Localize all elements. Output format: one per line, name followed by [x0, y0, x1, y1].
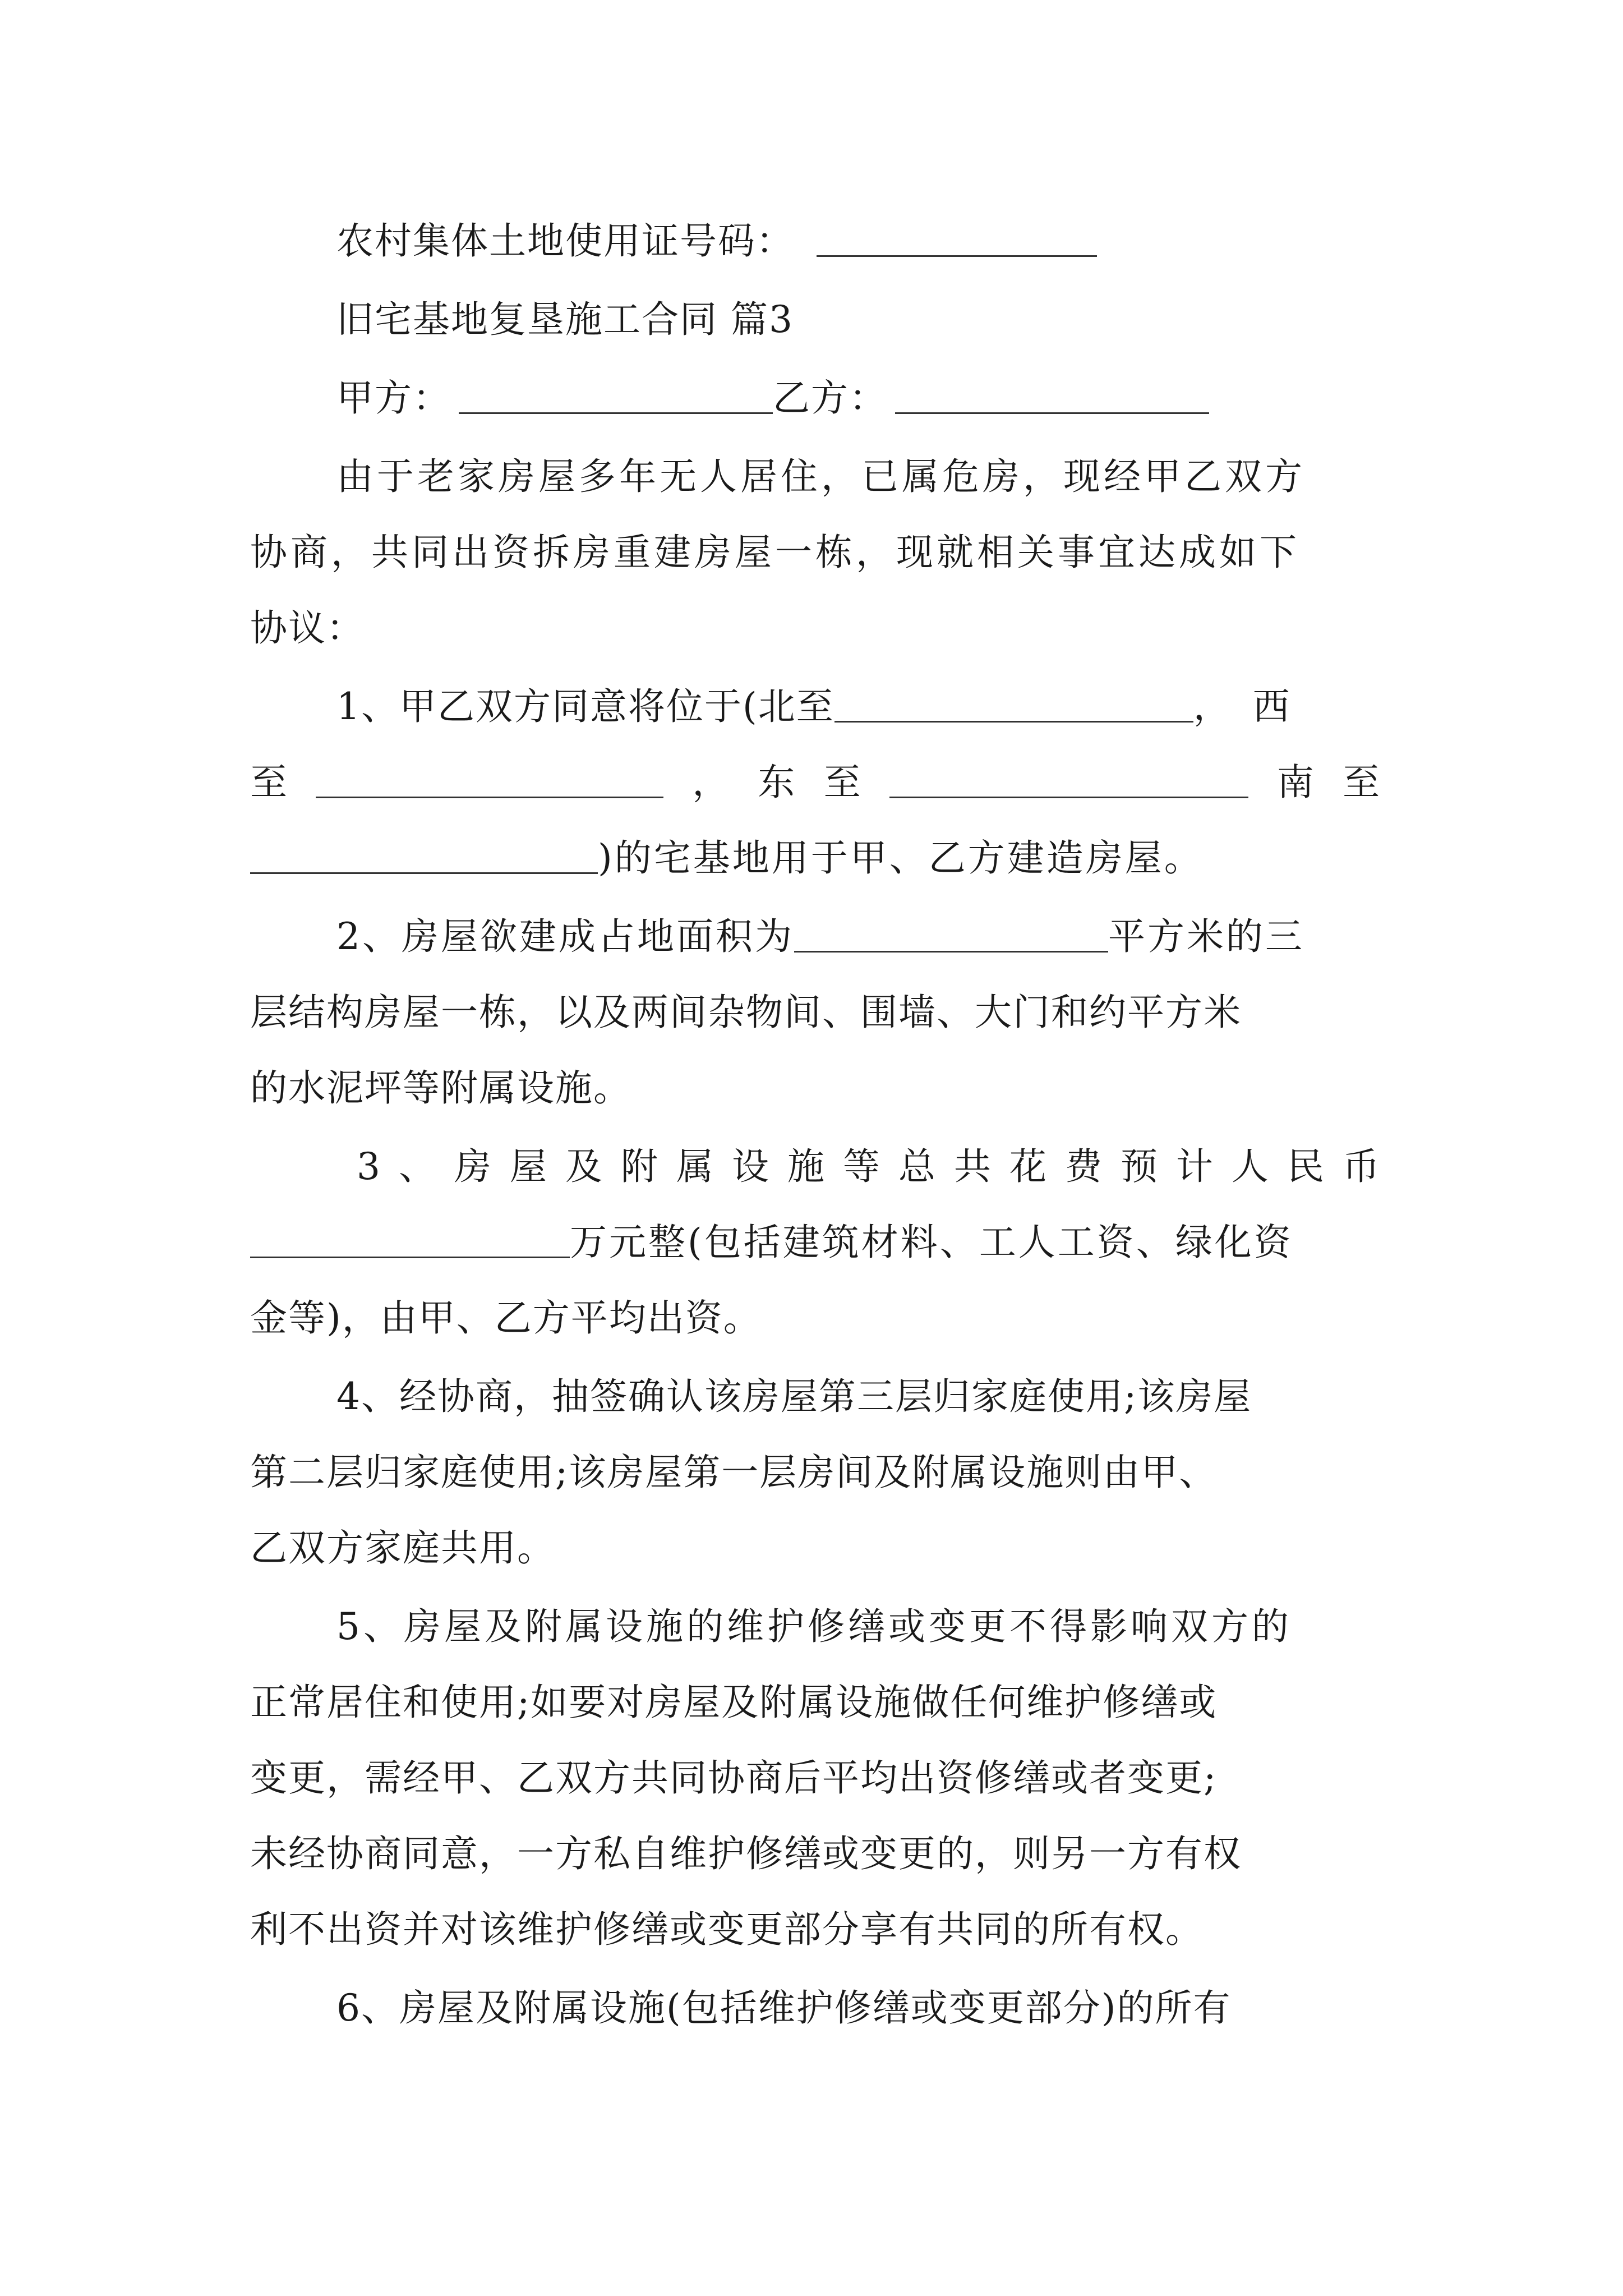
parties-line — [336, 376, 1209, 421]
clause-1-text-a: 1、甲乙双方同意将位于(北至 — [336, 685, 834, 728]
clause-3-char: 施 — [787, 1145, 824, 1188]
preamble-line-1: 由于老家房屋多年无人居住，已属危房，现经甲乙双方 — [336, 455, 1306, 498]
east-label-1: 东 — [758, 761, 795, 804]
south-label-2: 至 — [1342, 761, 1380, 804]
document-title: 旧宅基地复垦施工合同 篇3 — [336, 298, 794, 341]
clause-3-char: 币 — [1343, 1145, 1380, 1188]
party-b-blank — [895, 380, 1209, 414]
clause-5-line-3: 变更，需经甲、乙双方共同协商后平均出资修缮或者变更; — [250, 1756, 1218, 1800]
clause-3-char: 预 — [1121, 1145, 1158, 1188]
clause-5-line-5: 利不出资并对该维护修缮或变更部分享有共同的所有权。 — [250, 1908, 1204, 1951]
clause-3-char: 房 — [454, 1145, 491, 1188]
clause-3-char: 属 — [676, 1145, 713, 1188]
clause-1-text-c: )的宅基地用于甲、乙方建造房屋。 — [598, 836, 1204, 880]
clause-3-text-b: 万元整(包括建筑材料、工人工资、绿化资 — [570, 1221, 1293, 1264]
clause-3-line-2 — [250, 1220, 1293, 1265]
clause-1-line-3 — [250, 836, 1204, 881]
clause-4-line-2: 第二层归家庭使用;该房屋第一层房间及附属设施则由甲、 — [250, 1451, 1218, 1494]
clause-6-line-1: 6、房屋及附属设施(包括维护修缮或变更部分)的所有 — [336, 1986, 1232, 2030]
clause-3-char: 计 — [1176, 1145, 1213, 1188]
south-blank — [250, 840, 598, 874]
south-label-1: 南 — [1276, 761, 1314, 804]
party-a-label: 甲方： — [336, 376, 451, 420]
clause-2-line-3: 的水泥坪等附属设施。 — [250, 1066, 631, 1110]
clause-5-line-2: 正常居住和使用;如要对房屋及附属设施做任何维护修缮或 — [250, 1681, 1218, 1724]
clause-3-char: 共 — [954, 1145, 991, 1188]
north-blank — [834, 688, 1193, 723]
clause-3-char: 及 — [565, 1145, 602, 1188]
land-cert-line — [336, 219, 1097, 264]
clause-3-line-3: 金等)，由甲、乙方平均出资。 — [250, 1296, 762, 1340]
clause-3-char: 费 — [1065, 1145, 1102, 1188]
clause-3-char: 屋 — [510, 1145, 547, 1188]
party-b-label: 乙方： — [773, 376, 887, 420]
clause-3-char: 附 — [621, 1145, 658, 1188]
land-cert-label: 农村集体土地使用证号码： — [336, 219, 794, 263]
west-label: 至 — [250, 761, 287, 804]
clause-1-text-b: ，西 — [1193, 685, 1312, 728]
clause-3-char: 民 — [1287, 1145, 1324, 1188]
clause-3-line-1 — [357, 1144, 1380, 1189]
clause-4-line-1: 4、经协商，抽签确认该房屋第三层归家庭使用;该房屋 — [336, 1375, 1252, 1418]
clause-3-char: 人 — [1232, 1145, 1269, 1188]
land-cert-blank — [817, 223, 1097, 257]
preamble-line-3: 协议： — [250, 606, 365, 650]
preamble-line-2: 协商，共同出资拆房重建房屋一栋，现就相关事宜达成如下 — [250, 531, 1300, 574]
clause-5-line-1: 5、房屋及附属设施的维护修缮或变更不得影响双方的 — [336, 1605, 1292, 1648]
clause-3-char: 、 — [399, 1145, 436, 1188]
clause-1-line-2 — [250, 760, 1380, 805]
clause-2-text-a: 2、房屋欲建成占地面积为 — [336, 915, 794, 958]
east-label-2: 至 — [823, 761, 861, 804]
clause-3-char: 等 — [843, 1145, 880, 1188]
clause-1-line-1 — [336, 684, 1312, 729]
comma-mark: ， — [692, 761, 730, 804]
clause-3-char: 设 — [732, 1145, 769, 1188]
amount-blank — [250, 1224, 570, 1258]
area-blank — [794, 918, 1108, 953]
west-blank — [316, 764, 663, 798]
east-blank — [889, 764, 1248, 798]
clause-2-line-1 — [336, 914, 1304, 959]
clause-5-line-4: 未经协商同意，一方私自维护修缮或变更的，则另一方有权 — [250, 1832, 1242, 1875]
clause-4-line-3: 乙双方家庭共用。 — [250, 1526, 555, 1570]
clause-2-text-b: 平方米的三 — [1108, 915, 1304, 958]
clause-3-char: 3 — [357, 1145, 380, 1188]
party-a-blank — [459, 380, 773, 414]
clause-3-char: 总 — [898, 1145, 935, 1188]
clause-2-line-2: 层结构房屋一栋，以及两间杂物间、围墙、大门和约平方米 — [250, 991, 1242, 1034]
clause-3-char: 花 — [1009, 1145, 1046, 1188]
